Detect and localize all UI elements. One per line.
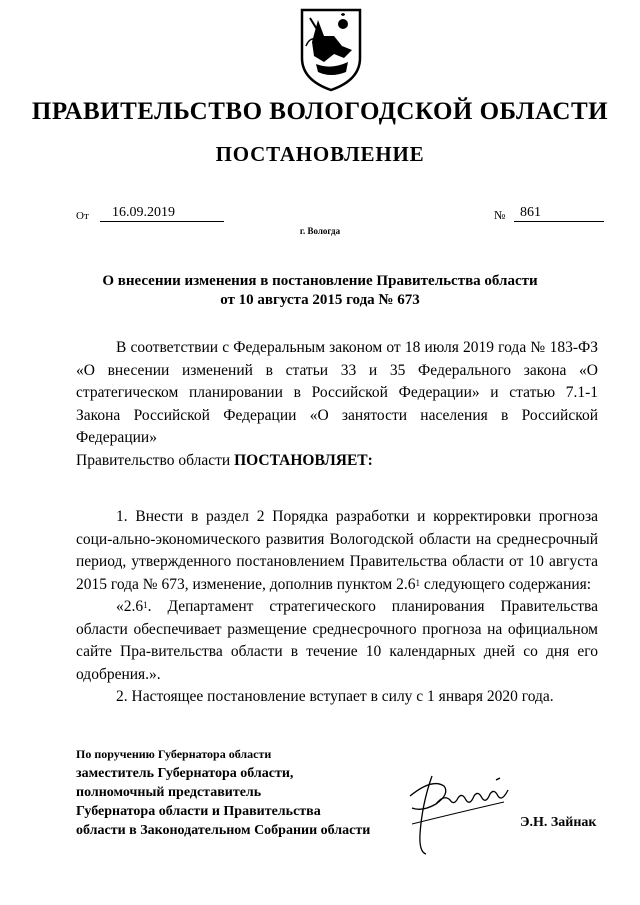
clause-1-quote [76,596,598,686]
signature-line-3: полномочный представитель [76,785,262,800]
signatory-name: Э.Н. Зайнак [520,815,597,830]
clause-2: 2. Настоящее постановление вступает в силу с 1 января 2020 года. [116,688,554,705]
quote-prefix: «2.6 [116,598,144,615]
number-label: № [494,208,506,222]
clause-1-sup: 1 [415,577,420,588]
vologda-coat-of-arms-icon [296,6,366,92]
decree-word: ПОСТАНОВЛЯЕТ: [234,451,373,469]
clause-1 [76,506,598,596]
heading-line-2: от 10 августа 2015 года № 673 [220,292,420,308]
quote-text: . Департамент стратегического планирования Правительства области обеспечивает размещение среднесрочного прогноза на официальном сайте Пра-вительства области в течение 10 календарных дней со дня его одобрения.». [76,598,598,683]
government-title: ПРАВИТЕЛЬСТВО ВОЛОГОДСКОЙ ОБЛАСТИ [31,98,609,125]
signature-line-2: заместитель Губернатора области, [76,766,294,781]
heading-line-1: О внесении изменения в постановление Правительства области [102,273,538,289]
decree-prefix: Правительство области [76,451,231,469]
clause-1-text: 1. Внести в раздел 2 Порядка разработки и корректировки прогноза соци-ально-экономического развития Вологодской области на среднесрочный период, утвержденного постановлением Правительства области от 10 августа 2015 года № 673, изменение, дополнив пунктом 2.6 [76,508,598,593]
document-heading [80,272,560,310]
signature-line-1: По поручению Губернатора области [76,747,272,761]
quote-sup: 1 [143,600,148,610]
date-label: От [76,210,89,222]
signature-line-5: области в Законодательном Собрании области [76,823,371,838]
clauses [76,506,598,709]
preamble-text: В соответствии с Федеральным законом от 18 июля 2019 года № 183-ФЗ «О внесении изменений в статьи 33 и 35 Федерального закона «О стратегическом планировании в Российской Федерации» и статью 7.1-1 Закона Российской Федерации «О занятости населения в Российской Федерации» [76,339,598,446]
city-label: г. Вологда [299,226,341,236]
document-date: 16.09.2019 [100,205,224,222]
preamble [76,337,598,472]
handwritten-signature [392,764,522,856]
document-number: 861 [514,205,604,222]
decree-line [76,450,598,473]
document-type: ПОСТАНОВЛЕНИЕ [215,142,425,166]
signature-line-4: Губернатора области и Правительства [76,804,321,819]
signature-block [76,744,370,840]
clause-1-tail: следующего содержания: [419,575,592,593]
